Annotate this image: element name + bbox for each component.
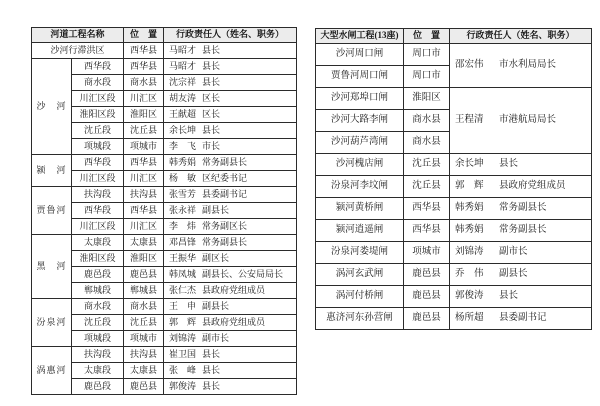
- table-row: [316, 44, 592, 66]
- location-cell: 西华县: [124, 203, 164, 219]
- location-cell: 商水县: [124, 75, 164, 91]
- responsible-cell: [164, 363, 297, 379]
- person-title: 副市长: [499, 247, 528, 258]
- location-cell: 扶沟县: [124, 187, 164, 203]
- responsible-cell: [450, 154, 592, 176]
- table-row: [32, 331, 297, 347]
- section-cell: 扶沟段: [72, 347, 124, 363]
- location-cell: 郸城县: [124, 283, 164, 299]
- person-title: 县委副书记: [202, 188, 248, 199]
- responsible-cell: [450, 88, 592, 154]
- responsible-cell: [450, 198, 592, 220]
- location-cell: 项城市: [124, 139, 164, 155]
- table-row: [32, 203, 297, 219]
- location-cell: 川汇区: [124, 171, 164, 187]
- table-row: [316, 154, 592, 176]
- location-cell: 太康县: [124, 235, 164, 251]
- responsible-cell: [164, 315, 297, 331]
- table-row: [32, 75, 297, 91]
- person-name: 余长坤: [455, 159, 484, 170]
- responsible-cell: [164, 107, 297, 123]
- sluice-gates-table: [315, 28, 592, 330]
- location-cell: 鹿邑县: [124, 379, 164, 395]
- person-name: 马昭才: [169, 60, 197, 71]
- gate-name-cell: 汾泉河李坟闸: [316, 176, 404, 198]
- section-cell: 淮阳区段: [72, 251, 124, 267]
- person-name: 张仁杰: [169, 284, 197, 295]
- person-name: 郭俊涛: [455, 291, 484, 302]
- river-group-cell: 颍 河: [32, 155, 72, 187]
- river-projects-table-body: [32, 43, 297, 395]
- person-title: 副县长: [202, 204, 230, 215]
- table-row: [32, 219, 297, 235]
- responsible-cell: [164, 203, 297, 219]
- table-row: [32, 171, 297, 187]
- table-row: [316, 88, 592, 110]
- person-name: 沈宗祥: [169, 76, 197, 87]
- person-title: 县政府党组成员: [499, 181, 566, 192]
- table-row: [316, 308, 592, 330]
- responsible-cell: [164, 379, 297, 395]
- person-name: 王振华: [169, 252, 197, 263]
- location-cell: 商水县: [404, 132, 450, 154]
- person-name: 王 申: [169, 300, 197, 311]
- person-name: 刘锦涛: [455, 247, 484, 258]
- section-cell: 西华段: [72, 155, 124, 171]
- person-name: 刘锦涛: [169, 332, 197, 343]
- person-title: 区长: [202, 108, 221, 119]
- table-row: [316, 264, 592, 286]
- location-cell: 西华县: [124, 43, 164, 59]
- person-name: 杨 敏: [169, 172, 197, 183]
- person-name: 郭 辉: [455, 181, 484, 192]
- gate-name-cell: 涡河付桥闸: [316, 286, 404, 308]
- responsible-cell: [164, 347, 297, 363]
- person-title: 县长: [202, 364, 221, 375]
- section-cell: 太康段: [72, 363, 124, 379]
- table-row: [32, 91, 297, 107]
- river-projects-table-header: [32, 28, 297, 43]
- gate-name-cell: 沙河槐店闸: [316, 154, 404, 176]
- column-header-location: 位 置: [124, 28, 164, 43]
- gate-name-cell: 颍河黄桥闸: [316, 198, 404, 220]
- table-row: [32, 187, 297, 203]
- table-row: [32, 363, 297, 379]
- section-cell: 沈丘段: [72, 315, 124, 331]
- responsible-cell: [164, 155, 297, 171]
- section-cell: 商水段: [72, 75, 124, 91]
- table-row: [32, 347, 297, 363]
- person-title: 县政府党组成员: [202, 316, 266, 327]
- location-cell: 西华县: [404, 198, 450, 220]
- location-cell: 沈丘县: [124, 123, 164, 139]
- person-name: 胡友涛: [169, 92, 197, 103]
- gate-name-cell: 涡河玄武闸: [316, 264, 404, 286]
- responsible-cell: [450, 242, 592, 264]
- table-row: [316, 286, 592, 308]
- table-row: [32, 379, 297, 395]
- person-name: 张雪芳: [169, 188, 197, 199]
- section-cell: 川汇区段: [72, 219, 124, 235]
- section-cell: 鹿邑段: [72, 379, 124, 395]
- river-group-cell: 贾鲁河: [32, 187, 72, 235]
- responsible-cell: [450, 308, 592, 330]
- column-header-project-name: 河道工程名称: [32, 28, 124, 43]
- river-group-cell: 沙 河: [32, 59, 72, 155]
- location-cell: 西华县: [124, 59, 164, 75]
- section-cell: 沈丘段: [72, 123, 124, 139]
- river-group-cell: 涡惠河: [32, 347, 72, 395]
- person-name: 张永祥: [169, 204, 197, 215]
- section-cell: 项城段: [72, 331, 124, 347]
- person-title: 区纪委书记: [202, 172, 248, 183]
- person-name: 邵宏伟: [455, 60, 484, 71]
- gate-name-cell: 沙河周口闸: [316, 44, 404, 66]
- location-cell: 西华县: [404, 220, 450, 242]
- section-cell: 淮阳区段: [72, 107, 124, 123]
- section-cell: 西华段: [72, 59, 124, 75]
- table-row: [32, 251, 297, 267]
- responsible-cell: [164, 251, 297, 267]
- person-title: 副县长: [499, 269, 528, 280]
- person-title: 区长: [202, 92, 221, 103]
- person-name: 郭 辉: [169, 316, 197, 327]
- person-title: 县政府党组成员: [202, 284, 266, 295]
- person-title: 县长: [499, 291, 519, 302]
- section-cell: 商水段: [72, 299, 124, 315]
- responsible-cell: [164, 283, 297, 299]
- section-cell: 郸城段: [72, 283, 124, 299]
- person-name: 李 炜: [169, 220, 197, 231]
- person-title: 常务副区长: [202, 220, 248, 231]
- person-name: 马昭才: [169, 44, 197, 55]
- location-cell: 鹿邑县: [404, 286, 450, 308]
- person-title: 市水利局局长: [499, 60, 557, 71]
- gate-name-cell: 惠济河东孙营闸: [316, 308, 404, 330]
- responsible-cell: [164, 75, 297, 91]
- header-row: [32, 28, 297, 43]
- location-cell: 鹿邑县: [404, 308, 450, 330]
- location-cell: 商水县: [124, 299, 164, 315]
- location-cell: 商水县: [404, 110, 450, 132]
- location-cell: 西华县: [124, 155, 164, 171]
- person-name: 杨所超: [455, 313, 484, 324]
- responsible-cell: [450, 44, 592, 88]
- person-name: 韩秀娟: [455, 225, 484, 236]
- person-title: 县长: [499, 159, 519, 170]
- gate-name-cell: 沙河大路李闸: [316, 110, 404, 132]
- person-title: 县长: [202, 44, 221, 55]
- river-group-cell: 黑 河: [32, 235, 72, 299]
- gate-name-cell: 沙河郑埠口闸: [316, 88, 404, 110]
- responsible-cell: [164, 59, 297, 75]
- gate-name-cell: 颍河逍遥闸: [316, 220, 404, 242]
- person-title: 副县长、公安局局长: [202, 268, 284, 279]
- responsible-cell: [164, 43, 297, 59]
- location-cell: 川汇区: [124, 91, 164, 107]
- gate-name-cell: 贾鲁河周口闸: [316, 66, 404, 88]
- table-row: [32, 155, 297, 171]
- responsible-cell: [450, 176, 592, 198]
- section-cell: 项城段: [72, 139, 124, 155]
- location-cell: 项城市: [124, 331, 164, 347]
- responsible-cell: [164, 235, 297, 251]
- location-cell: 沈丘县: [124, 315, 164, 331]
- table-row: [32, 43, 297, 59]
- responsible-cell: [164, 91, 297, 107]
- person-name: 韩秀娟: [455, 203, 484, 214]
- table-row: [32, 123, 297, 139]
- person-name: 韩凤城: [169, 268, 197, 279]
- person-title: 副区长: [202, 252, 230, 263]
- person-title: 县长: [202, 76, 221, 87]
- person-name: 李 飞: [169, 140, 197, 151]
- table-row: [32, 107, 297, 123]
- location-cell: 淮阳区: [124, 251, 164, 267]
- responsible-cell: [164, 171, 297, 187]
- sluice-gates-table-body: [316, 44, 592, 330]
- responsible-cell: [164, 139, 297, 155]
- location-cell: 项城市: [404, 242, 450, 264]
- header-row: [316, 29, 592, 44]
- responsible-cell: [164, 123, 297, 139]
- person-title: 常务副县长: [499, 225, 547, 236]
- person-title: 常务副县长: [499, 203, 547, 214]
- person-title: 副县长: [202, 300, 230, 311]
- location-cell: 周口市: [404, 66, 450, 88]
- person-name: 郭俊涛: [169, 380, 197, 391]
- section-cell: 太康段: [72, 235, 124, 251]
- responsible-cell: [164, 267, 297, 283]
- section-cell: 西华段: [72, 203, 124, 219]
- responsible-cell: [164, 219, 297, 235]
- location-cell: 鹿邑县: [404, 264, 450, 286]
- person-title: 市长: [202, 140, 221, 151]
- table-row: [32, 299, 297, 315]
- gate-name-cell: 沙河葫芦湾闸: [316, 132, 404, 154]
- person-name: 邓昌锋: [169, 236, 197, 247]
- person-name: 王程清: [455, 115, 484, 126]
- location-cell: 淮阳区: [124, 107, 164, 123]
- location-cell: 沈丘县: [404, 154, 450, 176]
- location-cell: 太康县: [124, 363, 164, 379]
- person-title: 县委副书记: [499, 313, 547, 324]
- person-title: 县长: [202, 60, 221, 71]
- river-projects-table: [31, 27, 297, 395]
- section-cell: 川汇区段: [72, 91, 124, 107]
- person-title: 常务副县长: [202, 156, 248, 167]
- person-title: 县长: [202, 380, 221, 391]
- table-row: [32, 315, 297, 331]
- responsible-cell: [450, 264, 592, 286]
- table-row: [316, 176, 592, 198]
- table-row: [32, 59, 297, 75]
- person-title: 县长: [202, 124, 221, 135]
- location-cell: 川汇区: [124, 219, 164, 235]
- section-cell: 扶沟段: [72, 187, 124, 203]
- sluice-gates-table-header: [316, 29, 592, 44]
- responsible-cell: [164, 331, 297, 347]
- person-name: 余长坤: [169, 124, 197, 135]
- column-header-project-name: 大型水闸工程(13座): [316, 29, 404, 44]
- person-name: 崔卫国: [169, 348, 197, 359]
- person-name: 张 峰: [169, 364, 197, 375]
- person-name: 韩秀娟: [169, 156, 197, 167]
- location-cell: 鹿邑县: [124, 267, 164, 283]
- person-name: 乔 伟: [455, 269, 484, 280]
- table-row: [316, 242, 592, 264]
- table-row: [32, 267, 297, 283]
- river-name-cell: 沙河行滞洪区: [32, 43, 124, 59]
- table-row: [32, 139, 297, 155]
- location-cell: 淮阳区: [404, 88, 450, 110]
- person-title: 市港航局局长: [499, 115, 557, 126]
- person-name: 王献超: [169, 108, 197, 119]
- responsible-cell: [164, 299, 297, 315]
- section-cell: 鹿邑段: [72, 267, 124, 283]
- table-row: [32, 235, 297, 251]
- column-header-location: 位 置: [404, 29, 450, 44]
- responsible-cell: [164, 187, 297, 203]
- responsible-cell: [450, 286, 592, 308]
- person-title: 副市长: [202, 332, 230, 343]
- table-row: [316, 220, 592, 242]
- person-title: 县长: [202, 348, 221, 359]
- table-row: [32, 283, 297, 299]
- gate-name-cell: 汾泉河娄堤闸: [316, 242, 404, 264]
- column-header-responsible: 行政责任人（姓名、职务）: [450, 29, 592, 44]
- section-cell: 川汇区段: [72, 171, 124, 187]
- responsible-cell: [450, 220, 592, 242]
- column-header-responsible: 行政责任人（姓名、职务）: [164, 28, 297, 43]
- location-cell: 扶沟县: [124, 347, 164, 363]
- table-row: [316, 198, 592, 220]
- location-cell: 沈丘县: [404, 176, 450, 198]
- river-group-cell: 汾泉河: [32, 299, 72, 347]
- location-cell: 周口市: [404, 44, 450, 66]
- person-title: 常务副县长: [202, 236, 248, 247]
